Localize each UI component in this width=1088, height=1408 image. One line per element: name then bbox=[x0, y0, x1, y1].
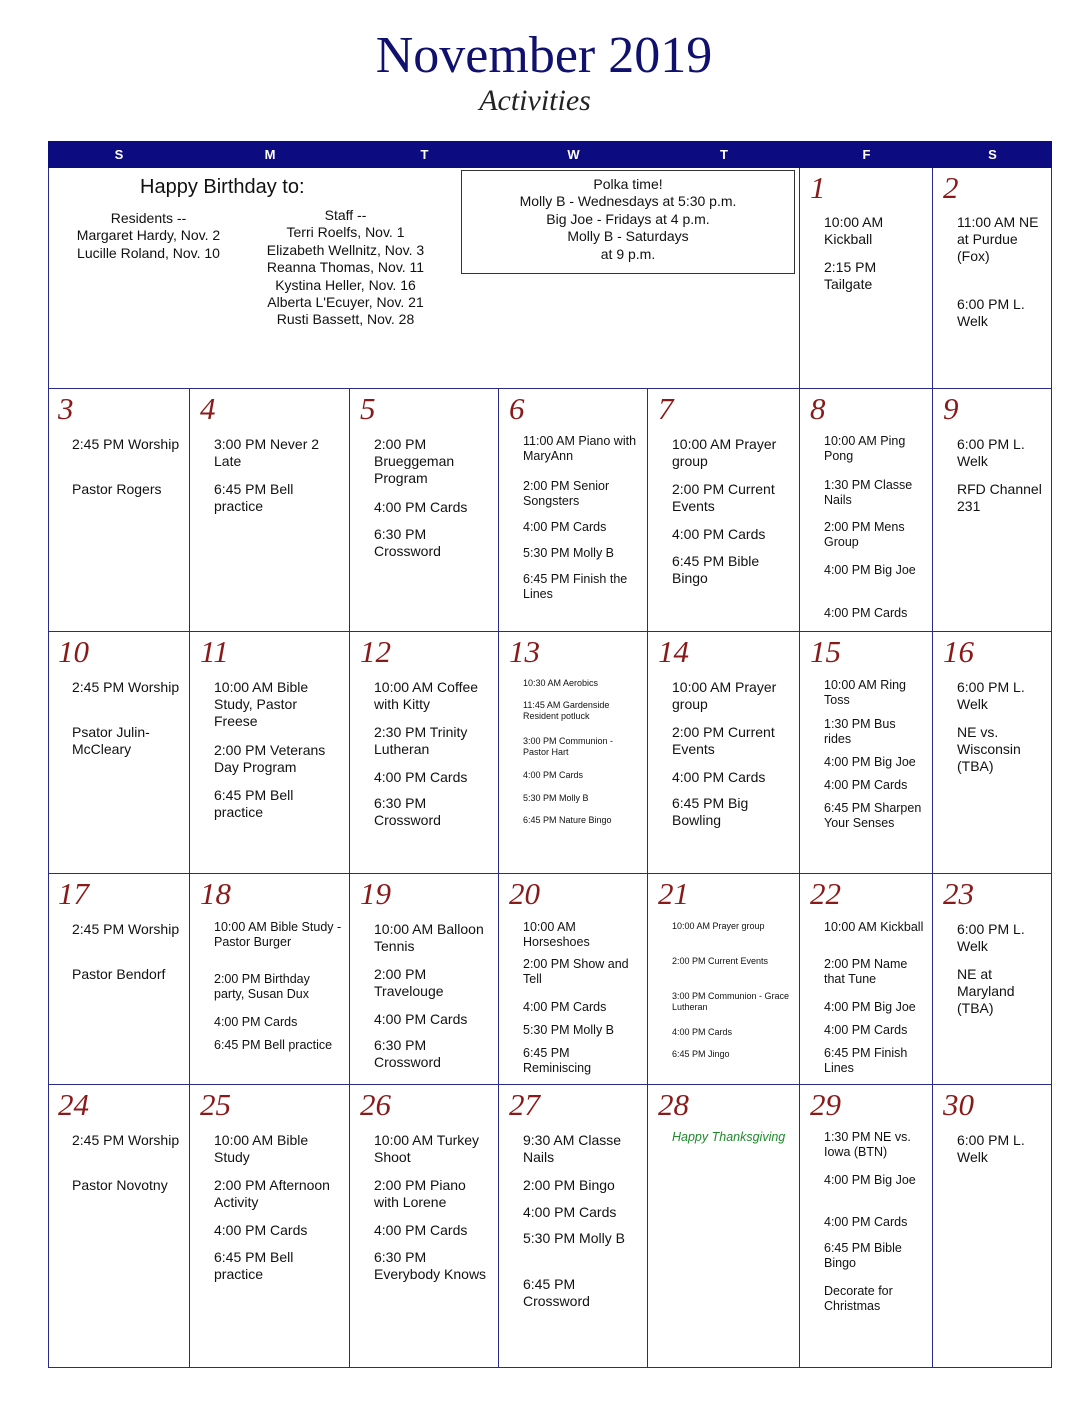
event-item: Pastor Rogers bbox=[72, 481, 162, 497]
day-number: 26 bbox=[360, 1087, 391, 1122]
event-item: 4:00 PM Cards bbox=[374, 1222, 468, 1238]
birthday-heading: Happy Birthday to: bbox=[140, 176, 305, 198]
weekday-header-wed: W bbox=[499, 141, 648, 168]
day-cell-16 bbox=[933, 632, 1052, 874]
event-item: 2:00 PM Mens Group bbox=[824, 520, 905, 549]
birthday-staff: Staff -- Terri Roelfs, Nov. 1 Elizabeth Wellnitz, Nov. 3 Reanna Thomas, Nov. 11 Kystina Heller, Nov. 16 Alberta L'Ecuyer, Nov. 21 Rusti Bassett, Nov. 28 bbox=[266, 207, 425, 328]
event-item: 2:00 PM Show and Tell bbox=[523, 957, 629, 986]
birthday-residents: Residents -- Margaret Hardy, Nov. 2 Lucille Roland, Nov. 10 bbox=[76, 210, 221, 261]
day-number: 18 bbox=[200, 876, 231, 911]
day-number: 7 bbox=[658, 391, 674, 426]
event-item: 6:45 PM Nature Bingo bbox=[523, 815, 612, 825]
event-item: 10:00 AM Coffee with Kitty bbox=[374, 679, 479, 712]
event-item: 4:00 PM Cards bbox=[824, 1023, 908, 1037]
event-item: 2:00 PM Current Events bbox=[672, 481, 775, 514]
event-item: Pastor Bendorf bbox=[72, 966, 166, 982]
event-item: 10:00 AM Balloon Tennis bbox=[374, 921, 484, 954]
day-number: 22 bbox=[810, 876, 841, 911]
event-item: 4:00 PM Cards bbox=[214, 1222, 308, 1238]
day-cell-8 bbox=[800, 389, 933, 632]
page-subtitle: Activities bbox=[479, 84, 591, 117]
event-item: 4:00 PM Big Joe bbox=[824, 755, 916, 769]
event-item: RFD Channel 231 bbox=[957, 481, 1042, 514]
event-item: 6:45 PM Bible Bingo bbox=[824, 1241, 902, 1270]
day-number: 2 bbox=[943, 170, 959, 205]
event-item: 2:45 PM Worship bbox=[72, 921, 180, 937]
event-item: 10:00 AM Turkey Shoot bbox=[374, 1132, 480, 1165]
event-item: 6:30 PM Crossword bbox=[374, 526, 441, 559]
event-item: 2:00 PM Current Events bbox=[672, 956, 769, 966]
event-item: NE at Maryland (TBA) bbox=[957, 966, 1015, 1016]
event-item: 11:45 AM Gardenside Resident potluck bbox=[523, 700, 610, 721]
day-cell-7 bbox=[648, 389, 800, 632]
day-number: 24 bbox=[58, 1087, 89, 1122]
event-item: 6:45 PM Finish the Lines bbox=[523, 572, 628, 601]
day-number: 14 bbox=[658, 634, 689, 669]
day-cell-11 bbox=[190, 632, 350, 874]
day-cell-12 bbox=[350, 632, 499, 874]
event-item: 6:30 PM Everybody Knows bbox=[374, 1249, 487, 1282]
event-item: 4:00 PM Cards bbox=[523, 1204, 617, 1220]
day-cell-27 bbox=[499, 1085, 648, 1368]
day-cell-19 bbox=[350, 874, 499, 1085]
weekday-header-tue: T bbox=[350, 141, 499, 168]
day-cell-20 bbox=[499, 874, 648, 1085]
event-item: 9:30 AM Classe Nails bbox=[523, 1132, 622, 1165]
day-cell-14 bbox=[648, 632, 800, 874]
day-number: 4 bbox=[200, 391, 216, 426]
day-cell-10 bbox=[48, 632, 190, 874]
day-number: 12 bbox=[360, 634, 391, 669]
event-item: 10:00 AM Kickball bbox=[824, 214, 884, 247]
weekday-header-mon: M bbox=[190, 141, 350, 168]
event-item: 4:00 PM Cards bbox=[374, 769, 468, 785]
weekday-header-thu: T bbox=[648, 141, 800, 168]
event-item: 6:00 PM L. Welk bbox=[957, 436, 1025, 469]
day-cell-4 bbox=[190, 389, 350, 632]
event-item: 10:30 AM Aerobics bbox=[523, 678, 599, 688]
day-number: 21 bbox=[658, 876, 689, 911]
event-item: 2:00 PM Bingo bbox=[523, 1177, 615, 1193]
event-item: 3:00 PM Never 2 Late bbox=[214, 436, 320, 469]
event-item: 6:45 PM Finish Lines bbox=[824, 1046, 908, 1075]
event-item: 6:30 PM Crossword bbox=[374, 795, 441, 828]
day-number: 23 bbox=[943, 876, 974, 911]
event-item: 11:00 AM Piano with MaryAnn bbox=[523, 434, 637, 463]
event-item: 6:45 PM Bell practice bbox=[214, 481, 294, 514]
day-cell-29 bbox=[800, 1085, 933, 1368]
day-number: 27 bbox=[509, 1087, 540, 1122]
event-item: 2:15 PM Tailgate bbox=[824, 259, 877, 292]
event-item: 6:00 PM L. Welk bbox=[957, 921, 1025, 954]
event-item: 4:00 PM Cards bbox=[672, 1027, 733, 1037]
event-item: 10:00 AM Bible Study bbox=[214, 1132, 309, 1165]
day-number: 25 bbox=[200, 1087, 231, 1122]
event-item: 6:45 PM Jingo bbox=[672, 1049, 730, 1059]
event-item: 6:00 PM L. Welk bbox=[957, 1132, 1025, 1165]
day-cell-22 bbox=[800, 874, 933, 1085]
day-number: 1 bbox=[810, 170, 826, 205]
event-item: 2:00 PM Travelouge bbox=[374, 966, 444, 999]
day-number: 16 bbox=[943, 634, 974, 669]
event-item: 1:30 PM Classe Nails bbox=[824, 478, 913, 507]
event-item: 5:30 PM Molly B bbox=[523, 546, 615, 560]
day-cell-1 bbox=[800, 168, 933, 389]
event-item: 6:00 PM L. Welk bbox=[957, 679, 1025, 712]
event-item: 4:00 PM Cards bbox=[374, 499, 468, 515]
day-number: 9 bbox=[943, 391, 959, 426]
event-item: 11:00 AM NE at Purdue (Fox) bbox=[957, 214, 1039, 264]
event-item: 10:00 AM Horseshoes bbox=[523, 920, 590, 949]
day-number: 28 bbox=[658, 1087, 689, 1122]
event-item: 2:45 PM Worship bbox=[72, 1132, 180, 1148]
event-item: NE vs. Wisconsin (TBA) bbox=[957, 724, 1021, 774]
day-cell-21 bbox=[648, 874, 800, 1085]
day-cell-18 bbox=[190, 874, 350, 1085]
day-cell-5 bbox=[350, 389, 499, 632]
day-number: 3 bbox=[58, 391, 74, 426]
event-item: 10:00 AM Prayer group bbox=[672, 679, 777, 712]
event-item: 2:45 PM Worship bbox=[72, 679, 180, 695]
day-cell-17 bbox=[48, 874, 190, 1085]
event-item: 4:00 PM Cards bbox=[214, 1015, 298, 1029]
day-number: 6 bbox=[509, 391, 525, 426]
event-item: 6:45 PM Bell practice bbox=[214, 787, 294, 820]
event-item: 10:00 AM Bible Study - Pastor Burger bbox=[214, 920, 342, 949]
event-item: 2:00 PM Senior Songsters bbox=[523, 479, 610, 508]
event-item: 1:30 PM NE vs. Iowa (BTN) bbox=[824, 1130, 911, 1159]
day-cell-3 bbox=[48, 389, 190, 632]
event-item: 10:00 AM Prayer group bbox=[672, 436, 777, 469]
event-item: 6:45 PM Sharpen Your Senses bbox=[824, 801, 922, 830]
event-item: 2:00 PM Veterans Day Program bbox=[214, 742, 326, 775]
day-number: 20 bbox=[509, 876, 540, 911]
weekday-header-fri: F bbox=[800, 141, 933, 168]
event-item: 4:00 PM Big Joe bbox=[824, 563, 916, 577]
day-cell-13 bbox=[499, 632, 648, 874]
event-item: 5:30 PM Molly B bbox=[523, 1230, 625, 1246]
event-item: 5:30 PM Molly B bbox=[523, 1023, 615, 1037]
day-number: 17 bbox=[58, 876, 89, 911]
event-item: 4:00 PM Cards bbox=[374, 1011, 468, 1027]
event-item: 10:00 AM Ring Toss bbox=[824, 678, 906, 707]
event-item: 6:45 PM Reminiscing bbox=[523, 1046, 592, 1075]
day-number: 10 bbox=[58, 634, 89, 669]
event-item: 10:00 AM Kickball bbox=[824, 920, 924, 934]
page-title: November 2019 bbox=[375, 27, 713, 84]
day-number: 5 bbox=[360, 391, 376, 426]
event-item: 4:00 PM Cards bbox=[824, 606, 908, 620]
event-item: 6:00 PM L. Welk bbox=[957, 296, 1025, 329]
day-cell-30 bbox=[933, 1085, 1052, 1368]
event-item: 2:00 PM Afternoon Activity bbox=[214, 1177, 330, 1210]
polka-notice: Polka time! Molly B - Wednesdays at 5:30 p.m. Big Joe - Fridays at 4 p.m. Molly B - Saturdays at 9 p.m. bbox=[461, 170, 795, 274]
event-item: 6:30 PM Crossword bbox=[374, 1037, 441, 1070]
event-item: 2:00 PM Current Events bbox=[672, 724, 775, 757]
day-cell-24 bbox=[48, 1085, 190, 1368]
event-item: 1:30 PM Bus rides bbox=[824, 717, 896, 746]
event-item: Psator Julin-McCleary bbox=[72, 724, 150, 757]
day-number: 15 bbox=[810, 634, 841, 669]
weekday-header-sat: S bbox=[933, 141, 1052, 168]
day-number: 29 bbox=[810, 1087, 841, 1122]
event-item: 2:00 PM Piano with Lorene bbox=[374, 1177, 466, 1210]
day-cell-28 bbox=[648, 1085, 800, 1368]
event-item: 2:00 PM Birthday party, Susan Dux bbox=[214, 972, 310, 1001]
day-cell-6 bbox=[499, 389, 648, 632]
event-item: 5:30 PM Molly B bbox=[523, 793, 589, 803]
event-item: 4:00 PM Cards bbox=[523, 520, 607, 534]
event-item: 6:45 PM Bell practice bbox=[214, 1249, 294, 1282]
event-item: 6:45 PM Bible Bingo bbox=[672, 553, 760, 586]
day-cell-9 bbox=[933, 389, 1052, 632]
event-item: 3:00 PM Communion - Grace Lutheran bbox=[672, 991, 790, 1012]
event-item: 10:00 AM Bible Study, Pastor Freese bbox=[214, 679, 309, 729]
event-item: 10:00 AM Ping Pong bbox=[824, 434, 906, 463]
event-item: 4:00 PM Cards bbox=[824, 778, 908, 792]
event-item: Happy Thanksgiving bbox=[672, 1130, 786, 1144]
event-item: 2:00 PM Name that Tune bbox=[824, 957, 908, 986]
day-number: 19 bbox=[360, 876, 391, 911]
event-item: 4:00 PM Big Joe bbox=[824, 1000, 916, 1014]
event-item: 4:00 PM Cards bbox=[824, 1215, 908, 1229]
event-item: Pastor Novotny bbox=[72, 1177, 168, 1193]
event-item: 10:00 AM Prayer group bbox=[672, 921, 765, 931]
event-item: 2:00 PM Brueggeman Program bbox=[374, 436, 455, 486]
event-item: 6:45 PM Crossword bbox=[523, 1276, 590, 1309]
event-item: 6:45 PM Big Bowling bbox=[672, 795, 749, 828]
event-item: 4:00 PM Cards bbox=[672, 526, 766, 542]
day-cell-25 bbox=[190, 1085, 350, 1368]
event-item: 4:00 PM Cards bbox=[672, 769, 766, 785]
event-item: Decorate for Christmas bbox=[824, 1284, 893, 1313]
weekday-header-sun: S bbox=[48, 141, 190, 168]
day-number: 30 bbox=[943, 1087, 974, 1122]
day-number: 8 bbox=[810, 391, 826, 426]
day-number: 13 bbox=[509, 634, 540, 669]
day-cell-26 bbox=[350, 1085, 499, 1368]
day-number: 11 bbox=[200, 634, 229, 669]
event-item: 3:00 PM Communion - Pastor Hart bbox=[523, 736, 614, 757]
event-item: 4:00 PM Cards bbox=[523, 1000, 607, 1014]
event-item: 2:30 PM Trinity Lutheran bbox=[374, 724, 468, 757]
event-item: 4:00 PM Cards bbox=[523, 770, 584, 780]
day-cell-23 bbox=[933, 874, 1052, 1085]
event-item: 6:45 PM Bell practice bbox=[214, 1038, 333, 1052]
event-item: 4:00 PM Big Joe bbox=[824, 1173, 916, 1187]
day-cell-15 bbox=[800, 632, 933, 874]
event-item: 2:45 PM Worship bbox=[72, 436, 180, 452]
day-cell-2 bbox=[933, 168, 1052, 389]
